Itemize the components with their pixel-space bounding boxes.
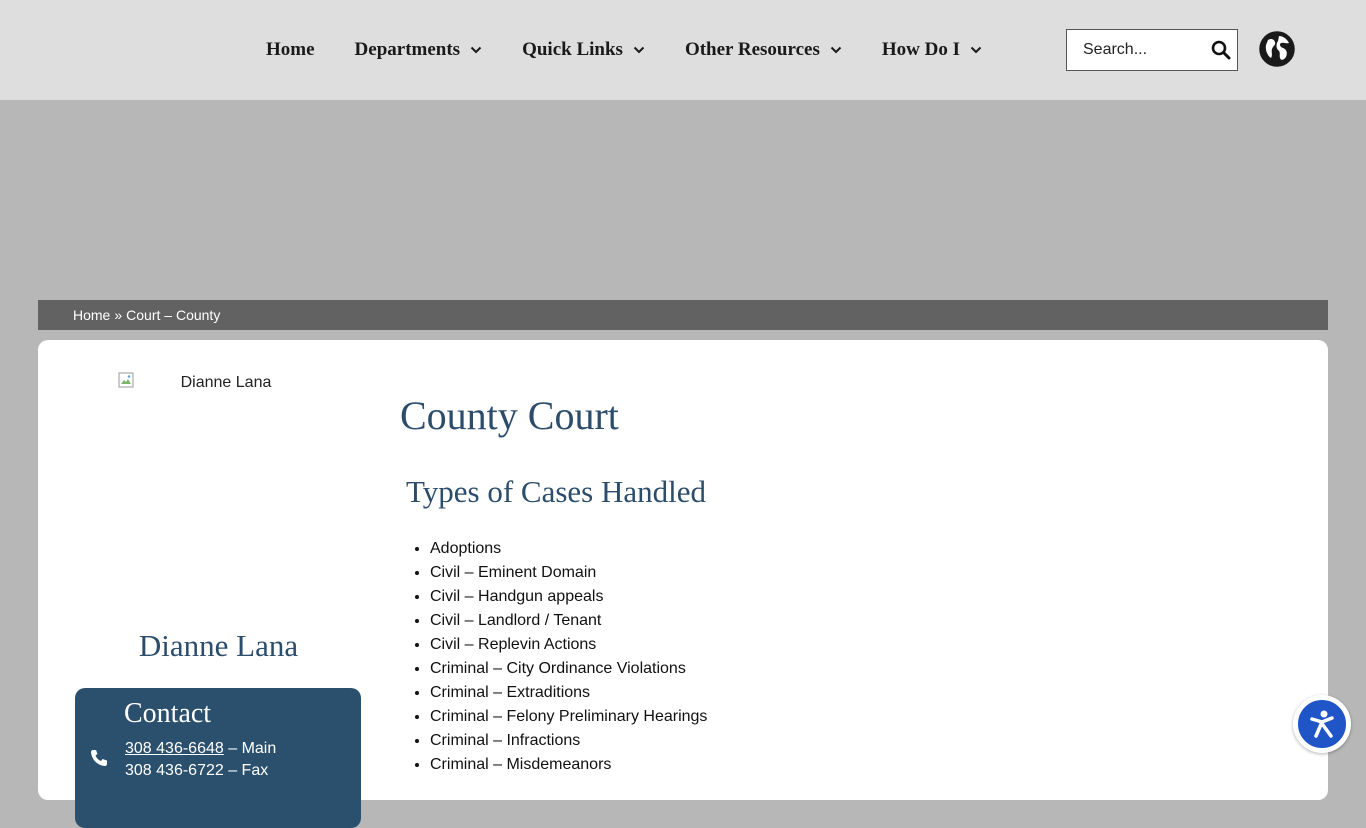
list-item: • Civil – Eminent Domain: [430, 564, 707, 588]
list-item: • Civil – Landlord / Tenant: [430, 612, 707, 636]
case-types-list: [430, 540, 707, 780]
profile-photo: [118, 372, 318, 602]
contact-panel: [75, 688, 361, 828]
nav-departments-label: Departments: [354, 39, 461, 60]
globe-icon[interactable]: [1259, 31, 1295, 67]
nav-other-resources[interactable]: [665, 30, 862, 70]
nav-quick-links-label: Quick Links: [522, 39, 623, 60]
list-item: • Criminal – Extraditions: [430, 684, 707, 708]
nav-other-resources-label: Other Resources: [684, 39, 820, 60]
list-item: • Criminal – City Ordinance Violations: [430, 660, 707, 684]
nav-home[interactable]: [246, 30, 335, 70]
nav-how-do-i-label: How Do I: [881, 39, 960, 60]
page-title: County Court: [400, 393, 619, 438]
search-icon[interactable]: [1211, 40, 1231, 60]
list-item: • Criminal – Felony Preliminary Hearings: [430, 708, 707, 732]
broken-image-icon: [118, 372, 134, 388]
phone-icon: [89, 748, 109, 768]
site-header: [0, 0, 1366, 100]
nav-quick-links[interactable]: [502, 30, 665, 70]
contact-row-fax: 308 436-6722 – Fax: [125, 762, 269, 779]
list-item: • Adoptions: [430, 540, 707, 564]
list-item: • Criminal – Infractions: [430, 732, 707, 756]
chevron-down-icon: [470, 44, 482, 56]
search-input[interactable]: [1067, 31, 1205, 69]
search-box: [1066, 29, 1238, 71]
accessibility-icon: [1306, 708, 1338, 740]
list-item: • Civil – Replevin Actions: [430, 636, 707, 660]
contact-row-main: [125, 740, 276, 758]
phone-main-link[interactable]: 308 436-6648: [125, 740, 224, 757]
accessibility-button-inner: [1296, 698, 1348, 750]
main-nav: [246, 0, 1002, 100]
phone-main-suffix: – Main: [228, 740, 277, 757]
official-name: Dianne Lana: [138, 628, 299, 663]
list-item: • Criminal – Misdemeanors: [430, 756, 707, 780]
breadcrumb-home[interactable]: Home: [73, 307, 111, 323]
breadcrumb: [38, 300, 1328, 330]
breadcrumb-separator: »: [114, 307, 123, 323]
list-item: • Civil – Handgun appeals: [430, 588, 707, 612]
accessibility-button[interactable]: [1293, 695, 1351, 753]
breadcrumb-current: Court – County: [126, 307, 221, 323]
contact-title: Contact: [124, 698, 212, 729]
chevron-down-icon: [970, 44, 982, 56]
content-card: [38, 340, 1328, 800]
profile-photo-alt: Dianne Lana: [180, 374, 272, 391]
chevron-down-icon: [830, 44, 842, 56]
section-title: Types of Cases Handled: [406, 474, 707, 509]
nav-departments[interactable]: [335, 30, 503, 70]
chevron-down-icon: [633, 44, 645, 56]
nav-how-do-i[interactable]: [862, 30, 1002, 70]
nav-home-label: Home: [266, 39, 315, 60]
